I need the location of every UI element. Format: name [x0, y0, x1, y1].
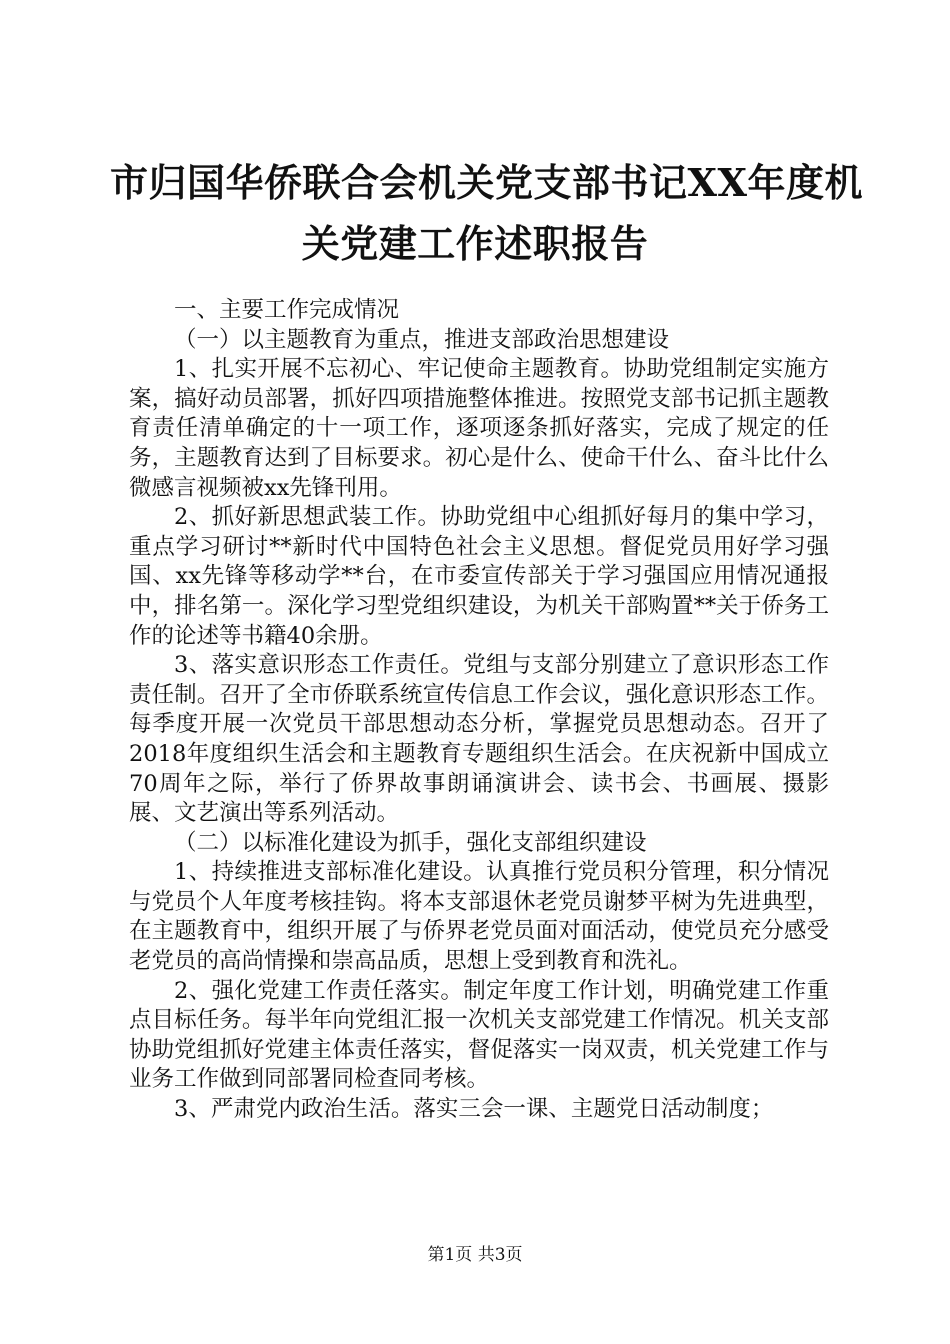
body-paragraph: 2、抓好新思想武装工作。协助党组中心组抓好每月的集中学习，重点学习研讨**新时代中国特色社会主义思想。督促党员用好学习强国、xx先锋等移动学**台，在市委宣传部关于学习强国应用情况通报中，排名第一。深化学习型党组织建设，为机关干部购置**关于侨务工作的论述等书籍40余册。 — [129, 504, 829, 649]
page-footer: 第1页 共3页 — [427, 1245, 523, 1265]
document-body — [129, 296, 829, 1125]
body-paragraph: 3、严肃党内政治生活。落实三会一课、主题党日活动制度； — [174, 1096, 774, 1123]
document-title-line-1: 市归国华侨联合会机关党支部书记XX年度机 — [110, 160, 863, 205]
subsection-heading: （二）以标准化建设为抓手，强化支部组织建设 — [174, 829, 647, 856]
body-paragraph: 3、落实意识形态工作责任。党组与支部分别建立了意识形态工作责任制。召开了全市侨联系统宣传信息工作会议，强化意识形态工作。每季度开展一次党员干部思想动态分析，掌握党员思想动态。召开了2018年度组织生活会和主题教育专题组织生活会。在庆祝新中国成立70周年之际，举行了侨界故事朗诵演讲会、读书会、书画展、摄影展、文艺演出等系列活动。 — [129, 652, 829, 827]
subsection-heading: （一）以主题教育为重点，推进支部政治思想建设 — [174, 326, 670, 353]
body-paragraph: 1、扎实开展不忘初心、牢记使命主题教育。协助党组制定实施方案，搞好动员部署，抓好四项措施整体推进。按照党支部书记抓主题教育责任清单确定的十一项工作，逐项逐条抓好落实，完成了规定的任务，主题教育达到了目标要求。初心是什么、使命干什么、奋斗比什么微感言视频被xx先锋刊用。 — [129, 356, 829, 501]
body-paragraph: 2、强化党建工作责任落实。制定年度工作计划，明确党建工作重点目标任务。每半年向党组汇报一次机关支部党建工作情况。机关支部协助党组抓好党建主体责任落实，督促落实一岗双责，机关党建工作与业务工作做到同部署同检查同考核。 — [129, 977, 829, 1093]
body-paragraph: 1、持续推进支部标准化建设。认真推行党员积分管理，积分情况与党员个人年度考核挂钩。将本支部退休老党员谢梦平树为先进典型，在主题教育中，组织开展了与侨界老党员面对面活动，使党员充分感受老党员的高尚情操和崇高品质，思想上受到教育和洗礼。 — [129, 859, 829, 975]
document-title-line-2: 关党建工作述职报告 — [301, 221, 649, 266]
section-heading: 一、主要工作完成情况 — [174, 297, 400, 323]
